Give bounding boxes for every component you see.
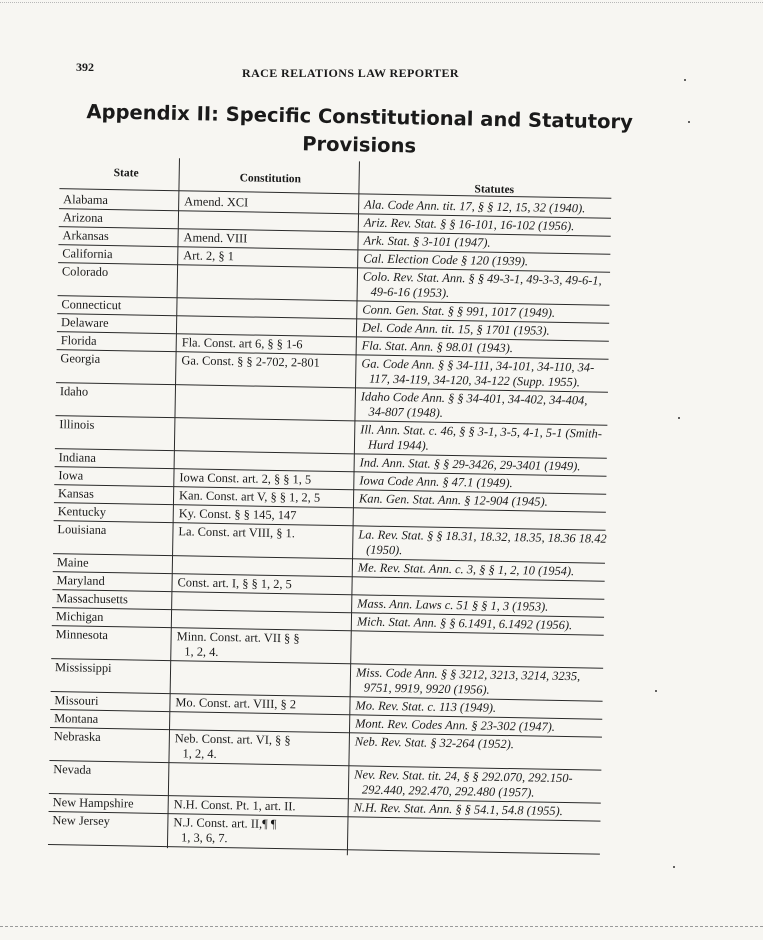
constitution-cell: Amend. VIII xyxy=(183,230,248,246)
statute-cell: Ga. Code Ann. § § 34-111, 34-101, 34-110, 34- xyxy=(361,356,595,375)
statute-cell: Mont. Rev. Codes Ann. § 23-302 (1947). xyxy=(355,716,556,734)
state-cell: Missouri xyxy=(54,693,99,708)
state-cell: California xyxy=(62,246,113,262)
running-head: RACE RELATIONS LAW REPORTER xyxy=(242,66,459,80)
statute-cell: Ark. Stat. § 3-101 (1947). xyxy=(363,233,491,250)
constitution-cell: N.H. Const. Pt. 1, art. II. xyxy=(173,797,296,814)
statute-cell: Neb. Rev. Stat. § 32-264 (1952). xyxy=(354,734,515,752)
constitution-cell: Art. 2, § 1 xyxy=(183,248,234,264)
row-rule xyxy=(171,591,351,595)
speck xyxy=(678,417,680,419)
row-rule xyxy=(174,450,354,454)
statute-cell: Mich. Stat. Ann. § § 6.1491, 6.1492 (1956). xyxy=(356,614,573,633)
speck xyxy=(655,690,657,692)
constitution-cell-cont: 1, 2, 4. xyxy=(184,644,219,659)
state-cell: Nevada xyxy=(53,762,92,777)
statute-cell: 292.440, 292.470, 292.480 (1957). xyxy=(361,782,535,800)
state-cell: Florida xyxy=(60,333,97,348)
statute-cell: Ariz. Rev. Stat. § § 16-101, 16-102 (1956). xyxy=(363,215,575,234)
state-cell: Arizona xyxy=(62,210,103,225)
state-cell: Maryland xyxy=(56,573,105,588)
row-rule xyxy=(353,507,606,512)
page-number: 392 xyxy=(76,60,94,74)
row-rule xyxy=(347,849,600,854)
statute-cell: Ill. Ann. Stat. c. 46, § § 3-1, 3-5, 4-1, 5-1 (Smith- xyxy=(360,422,603,441)
row-rule xyxy=(167,846,347,850)
state-cell: Alabama xyxy=(63,192,109,207)
row-rule xyxy=(168,762,348,766)
header-constitution: Constitution xyxy=(239,172,302,186)
speck xyxy=(684,79,686,81)
constitution-cell: Ky. Const. § § 145, 147 xyxy=(178,506,297,523)
constitution-cell-cont: 1, 2, 4. xyxy=(182,746,217,761)
state-cell: Iowa xyxy=(58,468,84,483)
constitution-cell: N.J. Const. art. II,¶ ¶ xyxy=(173,815,277,832)
header-state: State xyxy=(113,167,139,180)
state-cell: Arkansas xyxy=(62,228,109,244)
constitution-cell: Amend. XCI xyxy=(184,194,249,210)
state-cell: New Jersey xyxy=(52,813,110,829)
state-cell: Kentucky xyxy=(57,504,107,519)
row-rule xyxy=(177,264,357,268)
constitution-cell: Ga. Const. § § 2-702, 2-801 xyxy=(181,353,320,370)
statute-cell: 34-807 (1948). xyxy=(368,404,444,420)
statute-cell: Conn. Gen. Stat. § § 991, 1017 (1949). xyxy=(362,302,556,320)
statute-cell: Mass. Ann. Laws c. 51 § § 1, 3 (1953). xyxy=(357,596,549,614)
constitution-cell: Neb. Const. art. VI, § § xyxy=(174,731,291,748)
row-rule xyxy=(174,417,354,421)
page-title xyxy=(79,98,640,165)
state-cell: Nebraska xyxy=(53,729,101,744)
row-rule xyxy=(178,210,358,214)
state-cell: Idaho xyxy=(59,384,89,399)
row-rule xyxy=(171,609,351,613)
row-rule xyxy=(48,844,167,847)
constitution-cell: Minn. Const. art. VII § § xyxy=(176,629,300,646)
state-cell: Michigan xyxy=(55,609,104,624)
row-rule xyxy=(170,660,350,664)
state-cell: Mississippi xyxy=(54,660,112,676)
state-cell: Georgia xyxy=(60,351,101,366)
statute-cell: N.H. Rev. Stat. Ann. § § 54.1, 54.8 (1955). xyxy=(353,800,563,819)
row-rule xyxy=(175,384,355,388)
constitution-cell: Mo. Const. art. VIII, § 2 xyxy=(175,695,297,712)
state-cell: Minnesota xyxy=(55,627,109,643)
row-rule xyxy=(59,188,178,191)
speck xyxy=(688,121,690,123)
state-cell: Montana xyxy=(54,711,99,726)
state-cell: Maine xyxy=(56,555,89,570)
state-cell: Kansas xyxy=(57,486,95,501)
statute-cell: Mo. Rev. Stat. c. 113 (1949). xyxy=(355,698,497,715)
statute-cell: La. Rev. Stat. § § 18.31, 18.32, 18.35, 18.36 18.42 xyxy=(358,527,607,546)
state-cell: Louisiana xyxy=(57,522,107,538)
row-rule xyxy=(169,711,349,715)
statute-cell: Hurd 1944). xyxy=(367,437,429,453)
statute-cell: 49-6-16 (1953). xyxy=(370,284,450,300)
statute-cell: Idaho Code Ann. § § 34-401, 34-402, 34-404, xyxy=(360,389,588,408)
constitution-cell: Iowa Const. art. 2, § § 1, 5 xyxy=(179,470,312,487)
statute-cell: Iowa Code Ann. § 47.1 (1949). xyxy=(359,473,513,491)
statute-cell: Me. Rev. Stat. Ann. c. 3, § § 1, 2, 10 (1954). xyxy=(357,560,575,579)
row-rule xyxy=(177,297,357,301)
row-rule xyxy=(172,555,352,559)
statute-cell: Ind. Ann. Stat. § § 29-3426, 29-3401 (1949). xyxy=(359,455,581,474)
provisions-table xyxy=(40,156,624,876)
statute-cell: Colo. Rev. Stat. Ann. § § 49-3-1, 49-3-3, 49-6-1, xyxy=(362,269,602,288)
state-cell: Colorado xyxy=(61,264,109,279)
constitution-cell: Kan. Const. art V, § § 1, 2, 5 xyxy=(178,488,321,505)
statute-cell: Nev. Rev. Stat. tit. 24, § § 292.070, 292.150- xyxy=(354,767,573,786)
constitution-cell: Fla. Const. art 6, § § 1-6 xyxy=(181,335,303,352)
statute-cell: Ala. Code Ann. tit. 17, § § 12, 15, 32 (1940). xyxy=(364,197,586,216)
title-line-2: Provisions xyxy=(301,132,417,158)
row-rule xyxy=(176,315,356,319)
title-line-1: Appendix II: Specific Constitutional and Statutory xyxy=(86,100,634,134)
state-cell: Massachusetts xyxy=(56,591,128,607)
state-cell: Delaware xyxy=(60,315,109,331)
constitution-cell-cont: 1, 3, 6, 7. xyxy=(181,830,228,846)
statute-cell: Kan. Gen. Stat. Ann. § 12-904 (1945). xyxy=(358,491,548,509)
statute-cell: Fla. Stat. Ann. § 98.01 (1943). xyxy=(361,338,514,356)
header-statutes: Statutes xyxy=(474,183,515,197)
speck xyxy=(673,866,675,868)
state-cell: Connecticut xyxy=(61,297,122,313)
constitution-cell: La. Const. art VIII, § 1. xyxy=(178,524,296,541)
statute-cell: Del. Code Ann. tit. 15, § 1701 (1953). xyxy=(361,320,550,338)
statute-cell: Miss. Code Ann. § § 3212, 3213, 3214, 3235, xyxy=(355,665,581,684)
page-bottom-rule xyxy=(0,926,763,927)
state-cell: New Hampshire xyxy=(52,795,134,811)
statute-cell: 9751, 9919, 9920 (1956). xyxy=(363,680,490,697)
state-cell: Indiana xyxy=(58,450,97,465)
constitution-cell: Const. art. I, § § 1, 2, 5 xyxy=(177,575,292,592)
statute-cell: (1950). xyxy=(366,542,403,558)
statute-cell: Cal. Election Code § 120 (1939). xyxy=(363,251,529,269)
state-cell: Illinois xyxy=(59,417,95,432)
statute-cell: 117, 34-119, 34-120, 34-122 (Supp. 1955). xyxy=(369,371,581,390)
top-edge-dots xyxy=(0,2,763,5)
